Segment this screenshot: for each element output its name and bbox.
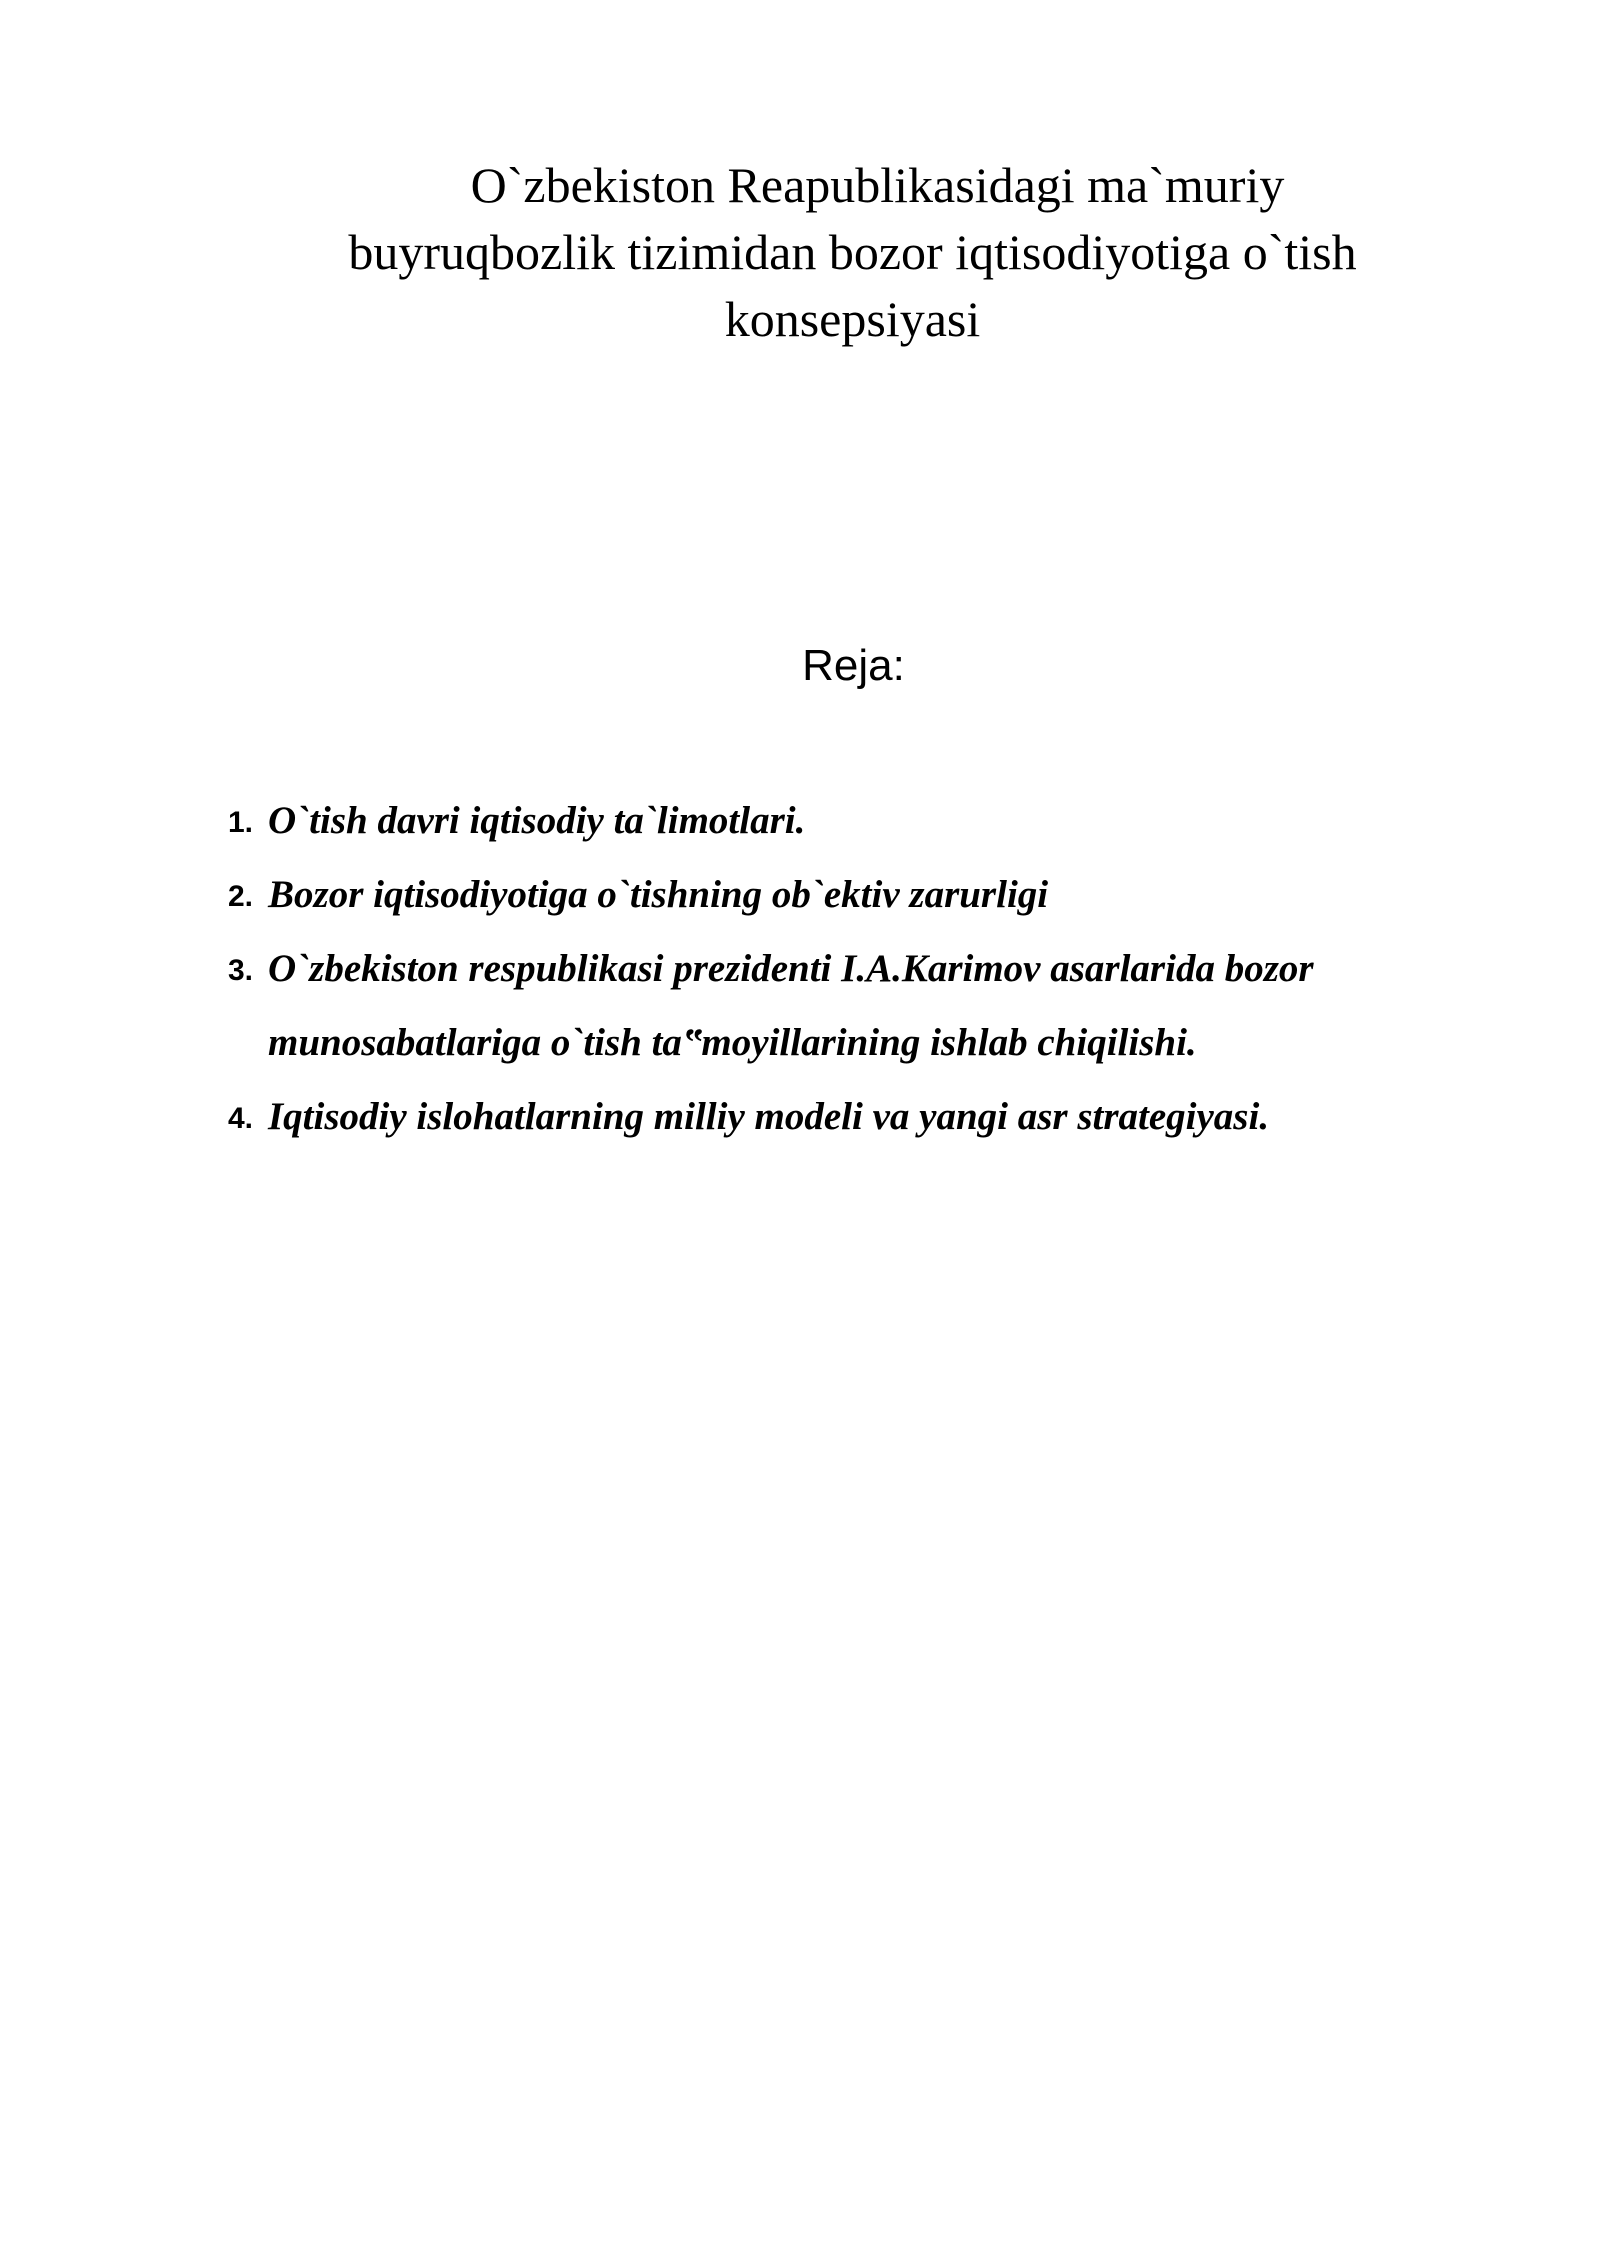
plan-item-text: [268, 1080, 1468, 1154]
plan-item-line: O`tish davri iqtisodiy ta`limotlari.: [268, 799, 806, 842]
plan-item-line: Bozor iqtisodiyotiga o`tishning ob`ektiv zarurligi: [268, 873, 1049, 916]
plan-item-3: [228, 932, 1468, 1080]
plan-item-number: 2.: [228, 880, 254, 913]
plan-list: [228, 784, 1468, 1154]
plan-heading: Reja:: [802, 641, 905, 690]
plan-item-text: [268, 784, 1468, 858]
title-line: buyruqbozlik tizimidan bozor iqtisodiyotiga o`tish: [348, 224, 1357, 280]
title-line: konsepsiyasi: [724, 291, 981, 347]
plan-item-1: [228, 784, 1468, 858]
plan-item-number: 1.: [228, 806, 254, 839]
plan-item-number: 4.: [228, 1102, 254, 1135]
title-line: O`zbekiston Reapublikasidagi ma`muriy: [470, 157, 1285, 213]
plan-item-2: [228, 858, 1468, 932]
plan-item-line: Iqtisodiy islohatlarning milliy modeli va yangi asr strategiyasi.: [268, 1095, 1270, 1138]
plan-item-line: O`zbekiston respublikasi prezidenti I.A.Karimov asarlarida bozor: [268, 947, 1314, 990]
plan-item-text: [268, 932, 1468, 1080]
document-title: [200, 152, 1505, 353]
plan-item-text: [268, 858, 1468, 932]
plan-item-number: 3.: [228, 954, 254, 987]
plan-item-line: munosabatlariga o`tish ta‟moyillarining ishlab chiqilishi.: [268, 1021, 1197, 1064]
plan-item-4: [228, 1080, 1468, 1154]
